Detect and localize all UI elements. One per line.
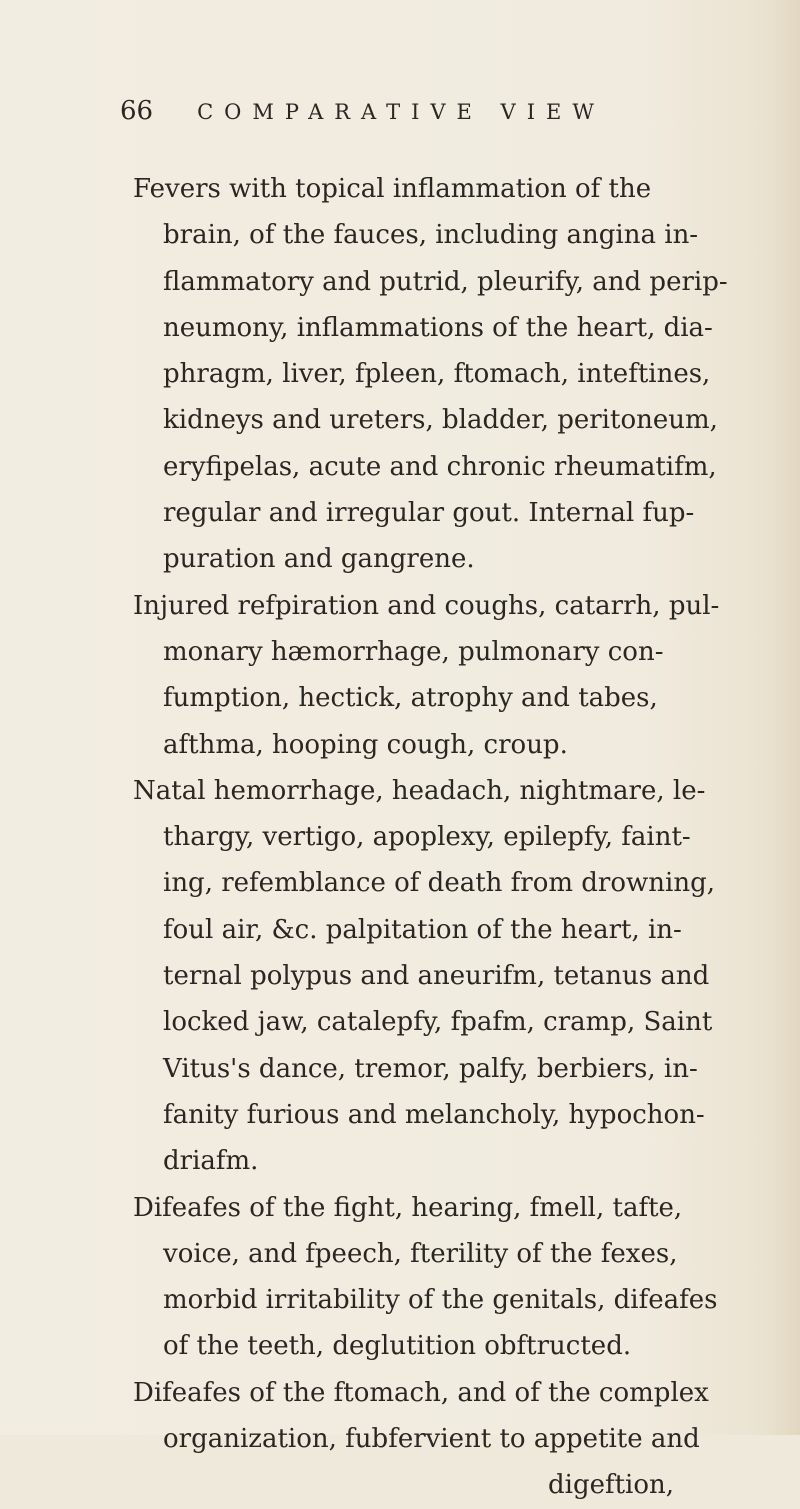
page-number: 66: [120, 96, 154, 126]
text-line: puration and gangrene.: [163, 544, 475, 575]
text-line: fanity furious and melancholy, hypochon-: [163, 1099, 705, 1130]
text-line: ing, refemblance of death from drowning,: [163, 868, 715, 899]
text-line: afthma, hooping cough, croup.: [163, 729, 568, 760]
text-line: locked jaw, catalepfy, fpafm, cramp, Saint: [163, 1007, 713, 1038]
text-line: ternal polypus and aneurifm, tetanus and: [163, 961, 710, 992]
text-line: foul air, &c. palpitation of the heart, in-: [163, 914, 682, 945]
paragraph-first-line: Injured refpiration and coughs, catarrh, pul-: [133, 590, 720, 621]
text-line: brain, of the fauces, including angina in-: [163, 220, 699, 251]
text-line: driafm.: [163, 1146, 259, 1177]
paragraph-first-line: Natal hemorrhage, headach, nightmare, le-: [133, 775, 706, 806]
text-line: of the teeth, deglutition obftructed.: [163, 1331, 632, 1362]
text-line: organization, fubfervient to appetite and: [163, 1424, 700, 1455]
paragraph-first-line: Difeafes of the fight, hearing, fmell, tafte,: [133, 1192, 683, 1223]
body-text: [133, 166, 800, 1509]
text-line: fumption, hectick, atrophy and tabes,: [163, 683, 658, 714]
text-line: morbid irritability of the genitals, difeafes: [163, 1285, 718, 1316]
text-line: neumony, inflammations of the heart, dia-: [163, 312, 713, 343]
text-line: kidneys and ureters, bladder, peritoneum,: [163, 405, 718, 436]
text-line: monary hæmorrhage, pulmonary con-: [163, 636, 664, 667]
text-line: thargy, vertigo, apoplexy, epilepfy, faint-: [163, 822, 691, 853]
paragraph-first-line: [133, 166, 800, 212]
text-line: regular and irregular gout. Internal fup-: [163, 498, 695, 529]
text-line: phragm, liver, fpleen, ftomach, inteftines,: [163, 359, 711, 390]
text-line: Vitus's dance, tremor, palfy, berbiers, in-: [163, 1053, 698, 1084]
text-line: voice, and fpeech, fterility of the fexes,: [163, 1238, 678, 1269]
catchword-line: digeftion,: [548, 1470, 675, 1501]
page-header: [120, 96, 605, 136]
line-text: with topical inflammation of the: [220, 174, 652, 204]
lead-word: Fevers: [133, 174, 221, 204]
paragraph-first-line: Difeafes of the ftomach, and of the complex: [133, 1377, 709, 1408]
text-line: flammatory and putrid, pleurify, and perip-: [163, 266, 728, 297]
text-line: eryfipelas, acute and chronic rheumatifm,: [163, 451, 717, 482]
running-head: COMPARATIVE VIEW: [197, 100, 605, 124]
